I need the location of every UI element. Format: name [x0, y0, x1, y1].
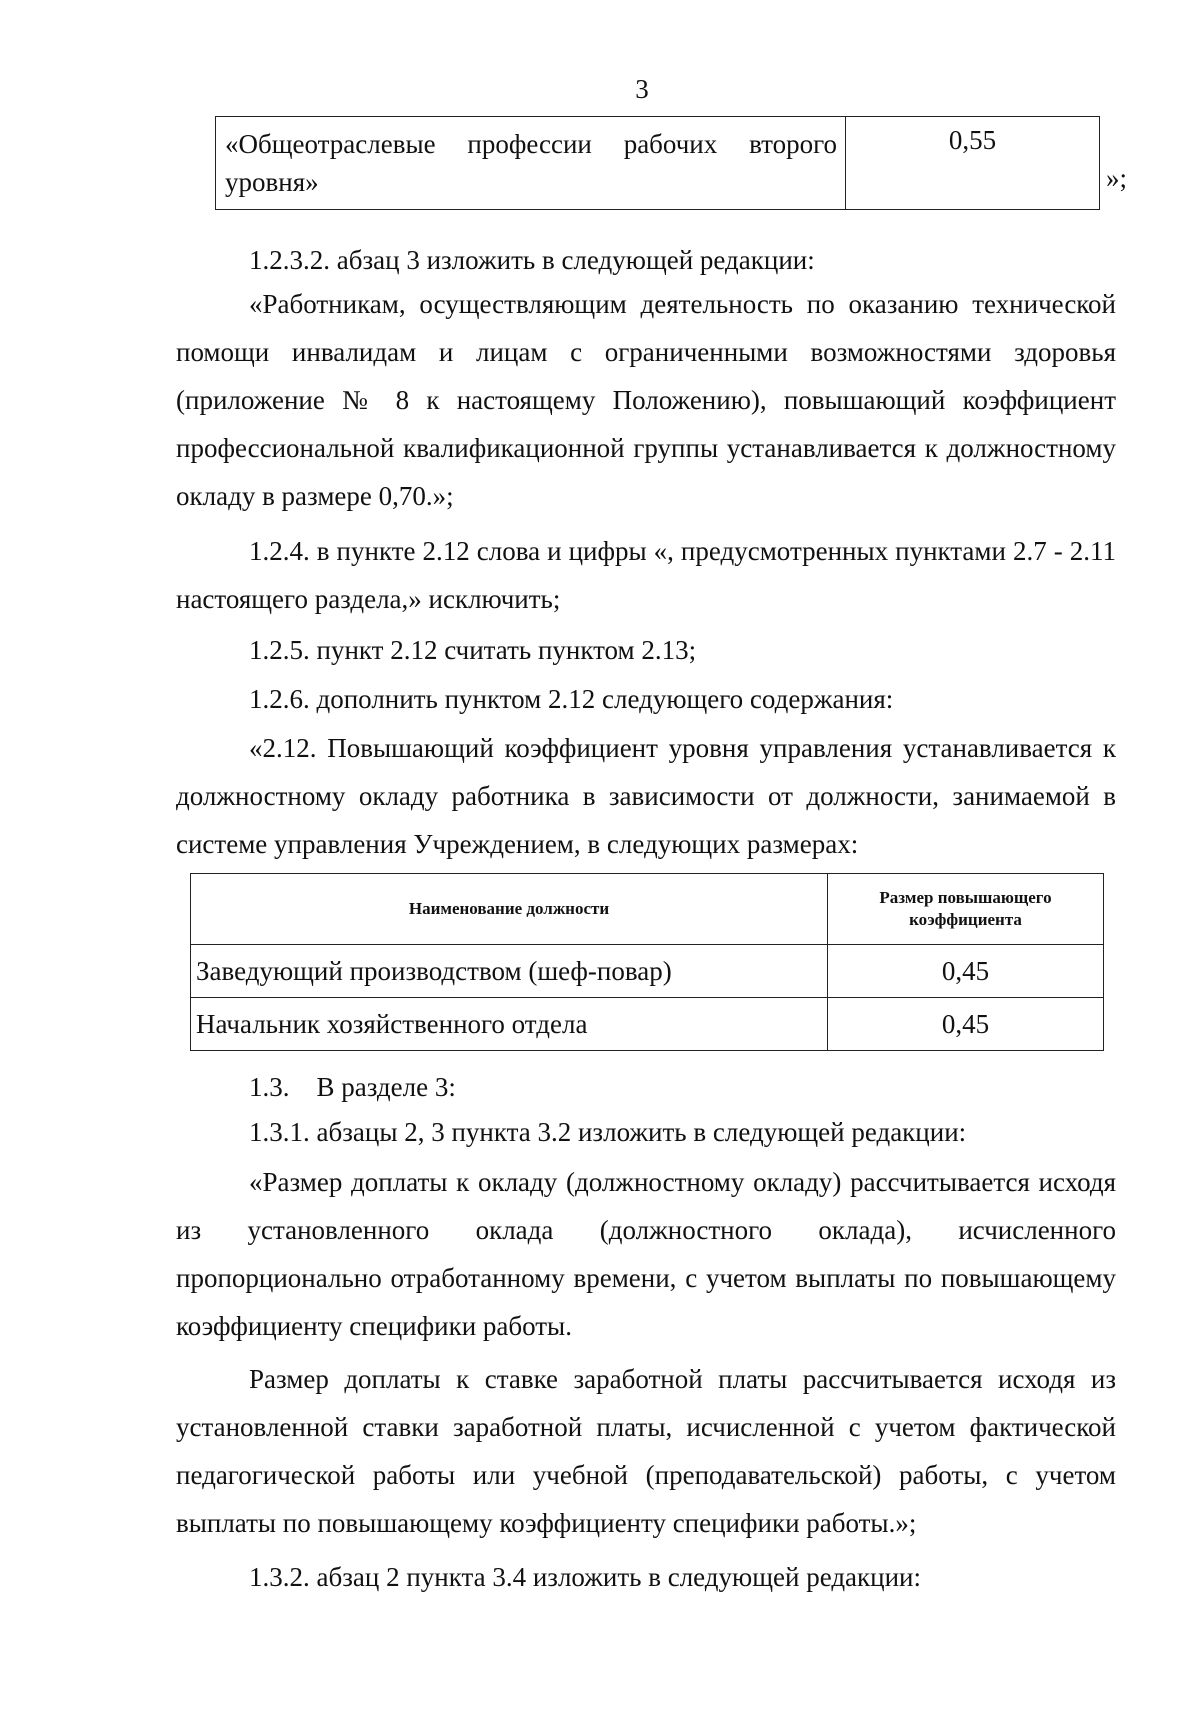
- table-row: [191, 945, 1104, 998]
- paragraph: «Работникам, осуществляющим деятельность по оказанию технической помощи инвалидам и лицам с ограниченными возможностями здоровья (приложение № 8 к настоящему Положению), повышающий коэффициент профессиональной квалификационной группы устанавливается к должностному окладу в размере 0,70.»;: [176, 289, 1116, 511]
- table-cell-name: Начальник хозяйственного отдела: [191, 998, 828, 1051]
- paragraph: «2.12. Повышающий коэффициент уровня управления устанавливается к должностному окладу работника в зависимости от должности, занимаемой в системе управления Учреждением, в следующих размерах:: [176, 733, 1116, 859]
- page-number: 3: [635, 74, 649, 104]
- table-row: [191, 998, 1104, 1051]
- table-cell-name: Заведующий производством (шеф-повар): [191, 945, 828, 998]
- column-header-name: Наименование должности: [191, 874, 828, 945]
- paragraph: 1.2.6. дополнить пунктом 2.12 следующего содержания:: [249, 684, 894, 714]
- paragraph: 1.3.1. абзацы 2, 3 пункта 3.2 изложить в следующей редакции:: [249, 1117, 967, 1147]
- table-cell-name: «Общеотраслевые профессии рабочих второго уровня»: [216, 117, 846, 210]
- table-cell-value: 0,45: [828, 945, 1104, 998]
- column-header-size: Размер повышающего коэффициента: [828, 874, 1104, 945]
- table-cell-value: 0,55: [846, 117, 1100, 210]
- paragraph: 1.2.3.2. абзац 3 изложить в следующей редакции:: [249, 245, 815, 275]
- paragraph: 1.3.2. абзац 2 пункта 3.4 изложить в следующей редакции:: [249, 1562, 922, 1592]
- coefficient-table: [190, 873, 1104, 1051]
- table-cell-value: 0,45: [828, 998, 1104, 1051]
- paragraph: Размер доплаты к ставке заработной платы рассчитывается исходя из установленной ставки заработной платы, исчисленной с учетом фактической педагогической работы или учебной (преподавательской) работы, с учетом выплаты по повышающему коэффициенту специфики работы.»;: [176, 1364, 1116, 1538]
- paragraph: «Размер доплаты к окладу (должностному окладу) рассчитывается исходя из установленного оклада (должностного оклада), исчисленного пропорционально отработанному времени, с учетом выплаты по повышающему коэффициенту специфики работы.: [176, 1167, 1116, 1341]
- paragraph: 1.3. В разделе 3:: [249, 1072, 456, 1102]
- table-row: [216, 117, 1100, 210]
- paragraph: 1.2.4. в пункте 2.12 слова и цифры «, предусмотренных пунктами 2.7 - 2.11 настоящего раздела,» исключить;: [176, 536, 1116, 614]
- table-header-row: [191, 874, 1104, 945]
- closing-quote: »;: [1106, 163, 1128, 193]
- top-table: [215, 116, 1100, 210]
- paragraph: 1.2.5. пункт 2.12 считать пунктом 2.13;: [249, 635, 697, 665]
